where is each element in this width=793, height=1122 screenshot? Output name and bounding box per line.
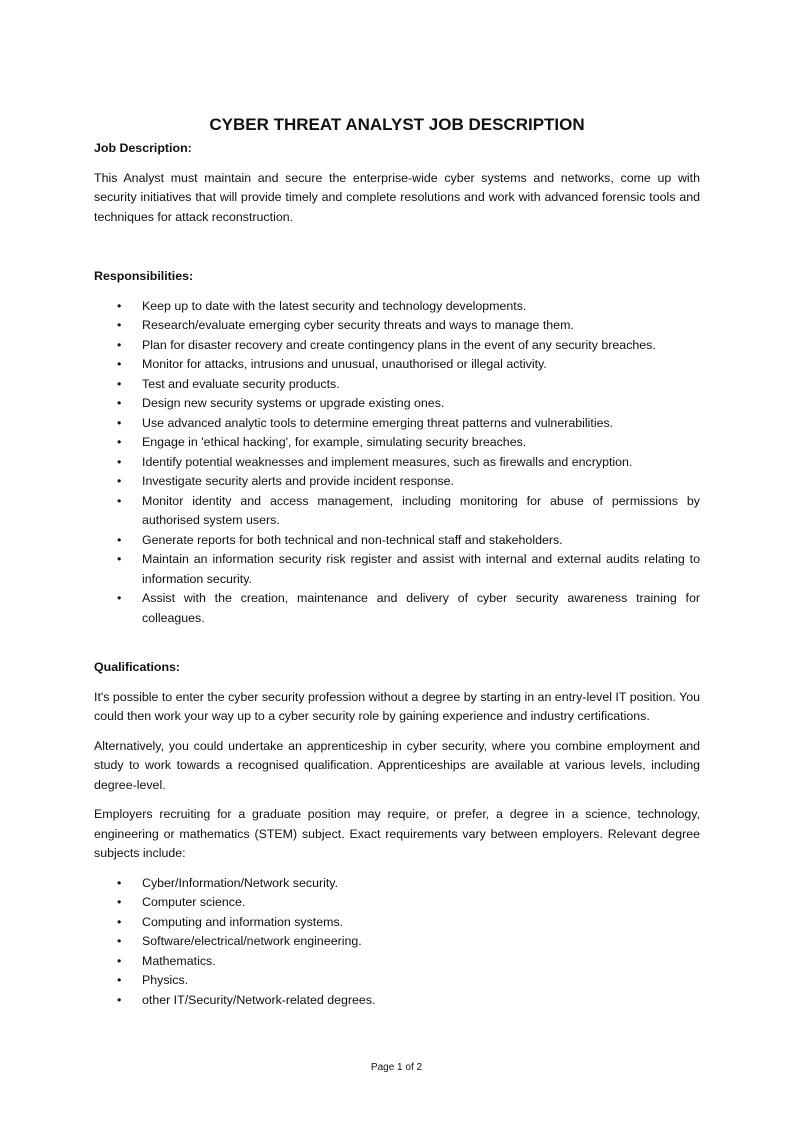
page-number: Page 1 of 2 [370, 1062, 423, 1073]
list-item [94, 433, 700, 453]
job-description-heading: Job Description: [94, 141, 192, 155]
list-item [94, 952, 700, 972]
list-item-text: Computing and information systems. [142, 914, 344, 929]
job-description-text: This Analyst must maintain and secure the enterprise-wide cyber systems and networks, come up with security initiatives that will provide timely and complete resolutions and work with advanced forensic tools and techniques for attack reconstruction. [94, 170, 700, 224]
bullet-glyph: • [117, 396, 122, 410]
list-item-text: Use advanced analytic tools to determine emerging threat patterns and vulnerabilities. [142, 415, 614, 430]
list-item [94, 550, 700, 589]
list-item [94, 297, 700, 317]
bullet-glyph: • [117, 591, 122, 605]
bullet-glyph: • [117, 552, 122, 566]
list-item-text: Monitor for attacks, intrusions and unusual, unauthorised or illegal activity. [142, 357, 547, 371]
list-item-text: Generate reports for both technical and non-technical staff and stakeholders. [142, 532, 563, 547]
list-item-text: Plan for disaster recovery and create contingency plans in the event of any security breaches. [142, 337, 656, 352]
document-title: CYBER THREAT ANALYST JOB DESCRIPTION [209, 115, 585, 134]
list-item-text: Test and evaluate security products. [142, 376, 340, 391]
list-item-text: other IT/Security/Network-related degrees. [142, 992, 376, 1007]
bullet-glyph: • [117, 298, 122, 313]
bullet-glyph: • [117, 337, 122, 352]
list-item [94, 453, 700, 473]
list-item [94, 336, 700, 356]
document-content [94, 113, 700, 1010]
list-item-text: Mathematics. [142, 953, 216, 968]
list-item [94, 991, 700, 1011]
list-item [94, 932, 700, 952]
list-item-text: Keep up to date with the latest security and technology developments. [142, 298, 527, 313]
list-item-text: Software/electrical/network engineering. [142, 934, 362, 948]
bullet-glyph: • [117, 318, 122, 332]
list-item-text: Research/evaluate emerging cyber security threats and ways to manage them. [142, 318, 574, 332]
list-item [94, 375, 700, 395]
list-item [94, 913, 700, 933]
degree-subjects-list [94, 874, 700, 1011]
bullet-glyph: • [117, 992, 122, 1007]
list-item [94, 531, 700, 551]
list-item [94, 414, 700, 434]
bullet-glyph: • [117, 973, 122, 987]
qualifications-heading: Qualifications: [94, 660, 181, 674]
list-item-text: Identify potential weaknesses and implement measures, such as firewalls and encryption. [142, 454, 633, 469]
list-item [94, 874, 700, 894]
bullet-glyph: • [117, 435, 122, 449]
qualifications-paragraph: It's possible to enter the cyber security profession without a degree by starting in an entry-level IT position. You could then work your way up to a cyber security role by gaining experience and industry certifications. [94, 689, 700, 723]
list-item [94, 394, 700, 414]
bullet-glyph: • [117, 532, 122, 547]
list-item-text: Engage in 'ethical hacking', for example, simulating security breaches. [142, 435, 527, 449]
list-item [94, 316, 700, 336]
bullet-glyph: • [117, 493, 122, 508]
responsibilities-list [94, 297, 700, 629]
list-item-text: Investigate security alerts and provide incident response. [142, 474, 455, 488]
bullet-glyph: • [117, 953, 122, 968]
list-item-text: Assist with the creation, maintenance and delivery of cyber security awareness training for colleagues. [142, 591, 700, 625]
bullet-glyph: • [117, 376, 122, 391]
list-item-text: Physics. [142, 973, 189, 987]
list-item-text: Maintain an information security risk register and assist with internal and external audits relating to information security. [142, 552, 700, 586]
bullet-glyph: • [117, 357, 122, 371]
list-item-text: Cyber/Information/Network security. [142, 875, 339, 890]
list-item-text: Design new security systems or upgrade existing ones. [142, 396, 445, 410]
responsibilities-heading: Responsibilities: [94, 269, 194, 283]
list-item-text: Computer science. [142, 895, 246, 909]
list-item [94, 893, 700, 913]
list-item [94, 492, 700, 531]
list-item [94, 971, 700, 991]
qualifications-paragraph: Alternatively, you could undertake an apprenticeship in cyber security, where you combine employment and study to work towards a recognised qualification. Apprenticeships are available at various levels, including degree-level. [94, 738, 700, 792]
bullet-glyph: • [117, 895, 122, 909]
list-item [94, 589, 700, 628]
bullet-glyph: • [117, 914, 122, 929]
list-item-text: Monitor identity and access management, including monitoring for abuse of permissions by authorised system users. [142, 493, 700, 527]
bullet-glyph: • [117, 934, 122, 948]
list-item [94, 472, 700, 492]
qualifications-paragraph: Employers recruiting for a graduate position may require, or prefer, a degree in a science, technology, engineering or mathematics (STEM) subject. Exact requirements vary between employers. Relevant degree subjects include: [94, 807, 700, 860]
bullet-glyph: • [117, 415, 122, 430]
bullet-glyph: • [117, 875, 122, 890]
bullet-glyph: • [117, 474, 122, 488]
bullet-glyph: • [117, 454, 122, 469]
list-item [94, 355, 700, 375]
